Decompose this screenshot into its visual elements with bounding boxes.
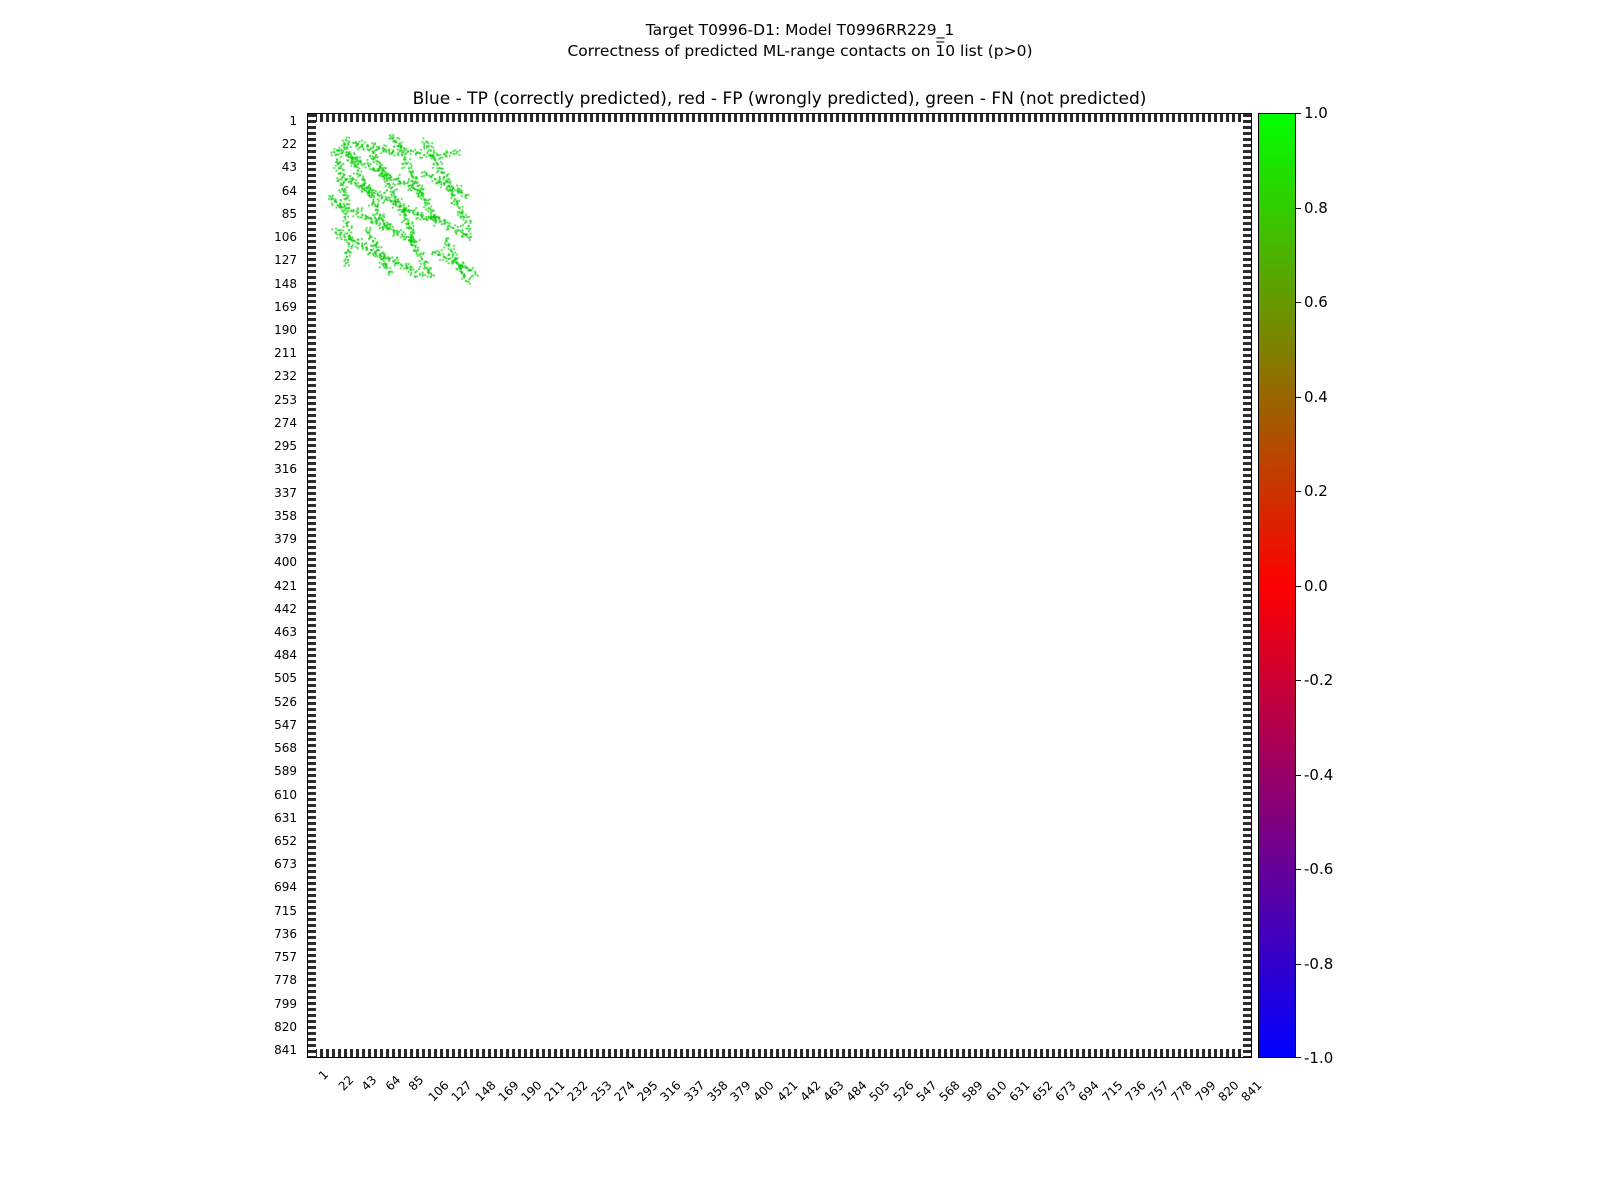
x-tick-label-text: 757 [1145,1078,1172,1105]
contact-map-plot [307,113,1252,1058]
colorbar-tick-mark [1296,113,1301,114]
x-tick-label-text: 337 [681,1078,708,1105]
y-tick-label: 757 [274,950,297,965]
chart-title-primary: Target T0996-D1: Model T0996RR229_1 [645,21,955,39]
y-tick-label: 799 [274,996,297,1011]
x-tick-label-text: 1 [315,1067,332,1083]
y-tick-label: 1 [289,114,297,128]
chart-title-block [0,20,1600,62]
y-tick-label: 736 [274,926,297,941]
y-tick-label: 673 [274,857,297,872]
y-tick-label: 463 [274,624,297,639]
colorbar-gradient [1258,113,1296,1058]
colorbar-tick-label: -0.2 [1304,671,1334,689]
y-tick-label: 778 [274,973,297,988]
colorbar-tick-mark [1296,208,1301,209]
x-tick-label-text: 694 [1075,1078,1103,1105]
axis-ticks-top [308,114,1252,122]
x-tick-label-text: 652 [1029,1078,1056,1105]
y-tick-label: 652 [274,833,297,848]
x-tick-label-text: 22 [335,1072,357,1094]
y-tick-label: 568 [274,741,297,756]
x-tick-label [315,1062,336,1083]
colorbar-tick-mark [1296,1057,1301,1058]
y-axis-tick-labels [253,113,301,1058]
contact-scatter-canvas [308,114,1252,1058]
axis-ticks-left [308,114,316,1058]
x-tick-label-text: 379 [727,1078,754,1105]
x-tick-label-text: 484 [843,1078,870,1105]
y-tick-label: 127 [274,253,297,268]
x-tick-label-text: 211 [541,1078,568,1105]
y-tick-label: 85 [281,206,297,221]
colorbar-tick-label: -0.8 [1304,954,1334,973]
y-tick-label: 505 [274,671,297,686]
y-tick-label: 820 [274,1019,297,1034]
x-tick-label-text: 589 [959,1078,986,1105]
y-tick-label: 610 [274,787,297,802]
y-tick-label: 106 [274,230,297,245]
colorbar-tick-mark [1296,964,1301,965]
y-tick-label: 631 [274,810,297,825]
x-tick-label-text: 358 [704,1078,731,1105]
x-tick-label-text: 400 [750,1078,777,1105]
x-tick-label-text: 715 [1099,1078,1126,1105]
y-tick-label: 22 [281,137,297,152]
colorbar-tick-label: 0.4 [1304,387,1328,406]
colorbar-tick-label: 0.8 [1304,198,1328,217]
x-tick-label-text: 778 [1168,1078,1195,1105]
colorbar-tick-label: 0.2 [1304,482,1328,500]
x-tick-label-text: 85 [405,1072,427,1094]
y-tick-label: 274 [274,415,297,430]
x-tick-label-text: 106 [425,1078,452,1105]
y-tick-label: 337 [274,485,297,500]
colorbar-tick-mark [1296,869,1301,870]
plot-frame [307,113,1252,1058]
y-tick-label: 295 [274,439,297,454]
x-tick-label-text: 43 [359,1072,380,1094]
colorbar-tick-label: -0.6 [1304,860,1334,878]
x-tick-label-text: 232 [564,1078,592,1105]
y-tick-label: 232 [274,369,297,384]
x-tick-label-text: 526 [890,1078,917,1105]
y-tick-label: 64 [281,183,297,198]
colorbar [1258,104,1334,1067]
y-tick-label: 169 [274,299,297,314]
x-tick-label-text: 820 [1215,1078,1242,1105]
y-tick-label: 316 [274,462,297,477]
y-tick-label: 43 [281,160,297,175]
y-tick-label: 484 [274,648,297,663]
x-tick-label-text: 421 [774,1078,801,1105]
y-tick-label: 358 [274,508,297,523]
x-tick-label-text: 295 [634,1078,661,1105]
x-tick-label-text: 505 [866,1078,893,1105]
axis-ticks-right [1243,114,1251,1058]
y-tick-label: 526 [274,694,297,709]
x-tick-label-text: 841 [1238,1078,1265,1105]
y-tick-label: 694 [274,880,297,895]
y-tick-label: 547 [274,717,297,732]
x-tick-label-text: 148 [472,1078,499,1105]
y-tick-label: 148 [274,276,297,291]
x-tick-label-text: 190 [518,1078,545,1105]
y-tick-label: 211 [274,346,297,361]
y-tick-label: 400 [274,555,297,570]
x-tick-label-text: 568 [936,1078,963,1105]
x-tick-label-text: 442 [797,1078,824,1105]
y-tick-label: 253 [274,392,297,407]
colorbar-tick-mark [1296,397,1301,398]
colorbar-tick-mark [1296,302,1301,303]
colorbar-tick-label: 0.0 [1304,576,1328,595]
chart-title-secondary: Correctness of predicted ML-range contacts on 1̅0 list (p>0) [567,42,1033,60]
x-tick-label-text: 736 [1122,1078,1149,1105]
x-tick-label [405,1062,437,1094]
colorbar-tick-mark [1296,491,1301,492]
y-tick-label: 379 [274,532,297,547]
colorbar-tick-mark [1296,680,1301,681]
y-tick-label: 841 [274,1043,297,1057]
x-tick-label-text: 253 [588,1078,615,1105]
x-tick-label-text: 316 [657,1078,684,1105]
chart-legend-text: Blue - TP (correctly predicted), red - FP (wrongly predicted), green - FN (not predicted) [412,89,1147,109]
colorbar-tick-label: 1.0 [1304,104,1328,122]
x-tick-label-text: 673 [1052,1078,1079,1105]
x-tick-label-text: 64 [382,1072,404,1094]
colorbar-tick-label: -0.4 [1304,765,1334,784]
y-tick-label: 442 [274,601,297,616]
colorbar-tick-label: -1.0 [1304,1049,1334,1067]
x-tick-label-text: 127 [448,1078,475,1105]
x-tick-label-text: 463 [820,1078,847,1105]
y-tick-label: 589 [274,764,297,779]
x-tick-label-text: 610 [983,1078,1010,1105]
x-tick-label-text: 547 [913,1078,940,1105]
colorbar-tick-mark [1296,586,1301,587]
x-axis-tick-labels [307,1062,1265,1132]
x-tick-label [1238,1062,1281,1105]
y-tick-label: 715 [274,903,297,918]
axis-ticks-bottom [308,1049,1252,1057]
y-tick-label: 190 [274,323,297,338]
x-tick-label-text: 631 [1006,1078,1033,1105]
y-tick-label: 421 [274,578,297,593]
colorbar-tick-mark [1296,775,1301,776]
x-tick-label-text: 274 [611,1078,638,1105]
x-tick-label-text: 799 [1192,1078,1219,1105]
colorbar-tick-label: 0.6 [1304,293,1328,311]
x-tick-label-text: 169 [495,1078,522,1105]
